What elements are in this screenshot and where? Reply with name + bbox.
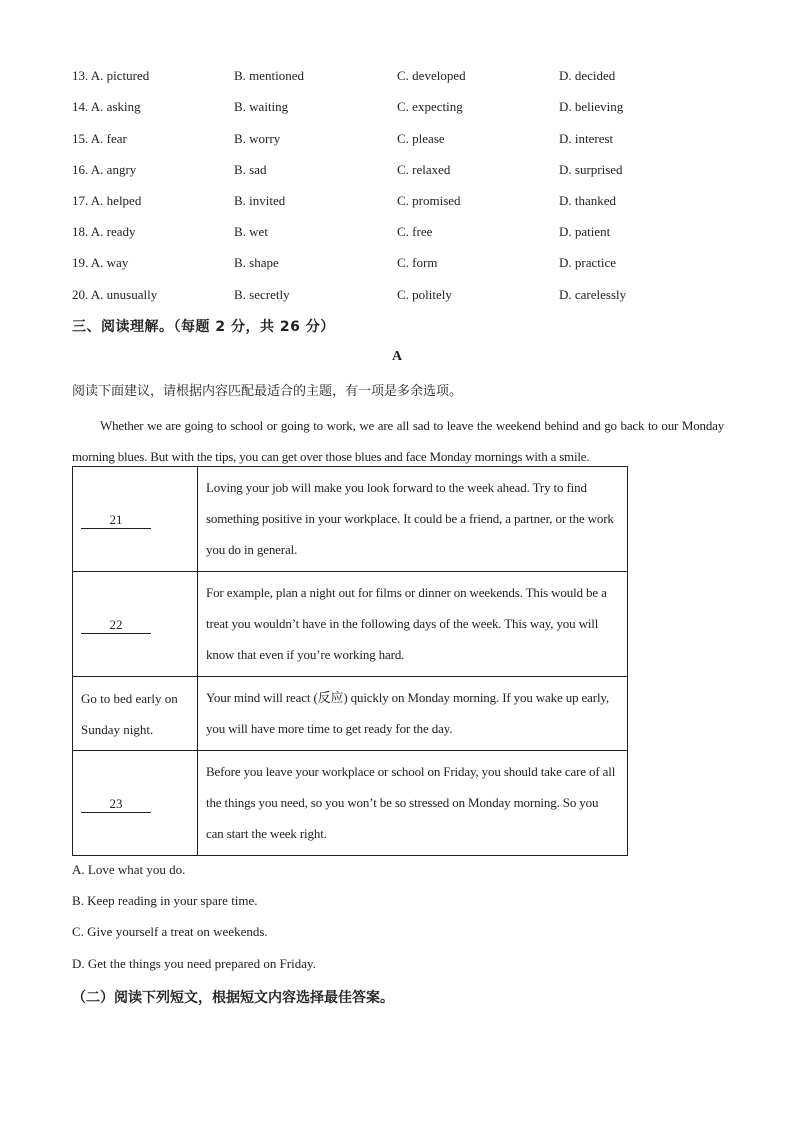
cloze-option-row <box>72 193 712 213</box>
cloze-option-c: C. politely <box>397 287 452 302</box>
cloze-option-a: 16. A. angry <box>72 162 137 177</box>
cloze-option-a: 20. A. unusually <box>72 287 158 302</box>
cloze-option-d: D. surprised <box>559 162 623 177</box>
cloze-option-a: 19. A. way <box>72 255 129 270</box>
cloze-option-row <box>72 131 712 151</box>
cloze-option-a: 18. A. ready <box>72 224 136 239</box>
cloze-option-c: C. form <box>397 255 438 270</box>
intro-paragraph: Whether we are going to school or going to work, we are all sad to leave the weekend behind and go back to our Monday morning blues. But with the tips, you can get over those blues and face Monday mornings with a smile. <box>72 418 724 464</box>
cloze-option-row <box>72 224 712 244</box>
cloze-option-c: C. free <box>397 224 433 239</box>
tips-table-row <box>73 467 628 572</box>
tip-body-cell: For example, plan a night out for films or dinner on weekends. This would be a treat you wouldn’t have in the following days of the week. This way, you will know that even if you’re working hard. <box>198 572 628 677</box>
cloze-option-b: B. waiting <box>234 99 289 114</box>
cloze-option-d: D. interest <box>559 131 614 146</box>
cloze-option-b: B. mentioned <box>234 68 305 83</box>
cloze-option-row <box>72 68 712 88</box>
tip-heading-text: Go to bed early on Sunday night. <box>81 690 178 737</box>
cloze-option-b: B. wet <box>234 224 268 239</box>
tips-table-row <box>73 751 628 856</box>
cloze-option-a: 14. A. asking <box>72 99 141 114</box>
cloze-option-b: B. worry <box>234 131 281 146</box>
cloze-option-d: D. decided <box>559 68 616 83</box>
cloze-option-d: D. thanked <box>559 193 617 208</box>
tips-table <box>72 466 628 856</box>
answer-choice: B. Keep reading in your spare time. <box>72 893 258 908</box>
tips-table-row <box>73 677 628 751</box>
cloze-option-c: C. expecting <box>397 99 463 114</box>
answer-choice: D. Get the things you need prepared on Friday. <box>72 956 316 971</box>
answer-choice: C. Give yourself a treat on weekends. <box>72 924 268 939</box>
cloze-option-d: D. patient <box>559 224 611 239</box>
cloze-option-a: 13. A. pictured <box>72 68 150 83</box>
tips-table-row <box>73 572 628 677</box>
cloze-option-row <box>72 99 712 119</box>
cloze-option-row <box>72 255 712 275</box>
tip-heading-cell <box>73 677 198 751</box>
answer-blank: 23 <box>81 796 151 813</box>
tip-body-cell: Loving your job will make you look forward to the week ahead. Try to find something positive in your workplace. It could be a friend, a partner, or the work you do in general. <box>198 467 628 572</box>
answer-choice: A. Love what you do. <box>72 862 186 877</box>
cloze-option-b: B. secretly <box>234 287 290 302</box>
cloze-option-b: B. invited <box>234 193 286 208</box>
section-3-title: 三、阅读理解。（每题 2 分，共 26 分） <box>72 319 335 335</box>
cloze-option-row <box>72 287 712 307</box>
cloze-option-c: C. promised <box>397 193 461 208</box>
tip-body-cell: Before you leave your workplace or school on Friday, you should take care of all the things you need, so you won’t be so stressed on Monday morning. So you can start the week right. <box>198 751 628 856</box>
cloze-option-a: 15. A. fear <box>72 131 127 146</box>
answer-blank: 21 <box>81 512 151 529</box>
cloze-option-d: D. practice <box>559 255 617 270</box>
cloze-option-c: C. please <box>397 131 445 146</box>
cloze-option-b: B. shape <box>234 255 279 270</box>
tip-heading-cell <box>73 572 198 677</box>
answer-blank: 22 <box>81 617 151 634</box>
tip-heading-cell <box>73 751 198 856</box>
cloze-option-row <box>72 162 712 182</box>
cloze-option-d: D. carelessly <box>559 287 627 302</box>
tip-body-cell: Your mind will react (反应) quickly on Monday morning. If you wake up early, you will have more time to get ready for the day. <box>198 677 628 751</box>
tip-heading-cell <box>73 467 198 572</box>
section-part-2-title: （二）阅读下列短文，根据短文内容选择最佳答案。 <box>72 990 394 1006</box>
cloze-option-c: C. developed <box>397 68 466 83</box>
cloze-option-a: 17. A. helped <box>72 193 142 208</box>
cloze-option-d: D. believing <box>559 99 624 114</box>
part-a-heading: A <box>391 349 403 364</box>
cloze-option-c: C. relaxed <box>397 162 451 177</box>
matching-instruction: 阅读下面建议，请根据内容匹配最适合的主题，有一项是多余选项。 <box>72 384 463 399</box>
cloze-option-b: B. sad <box>234 162 267 177</box>
